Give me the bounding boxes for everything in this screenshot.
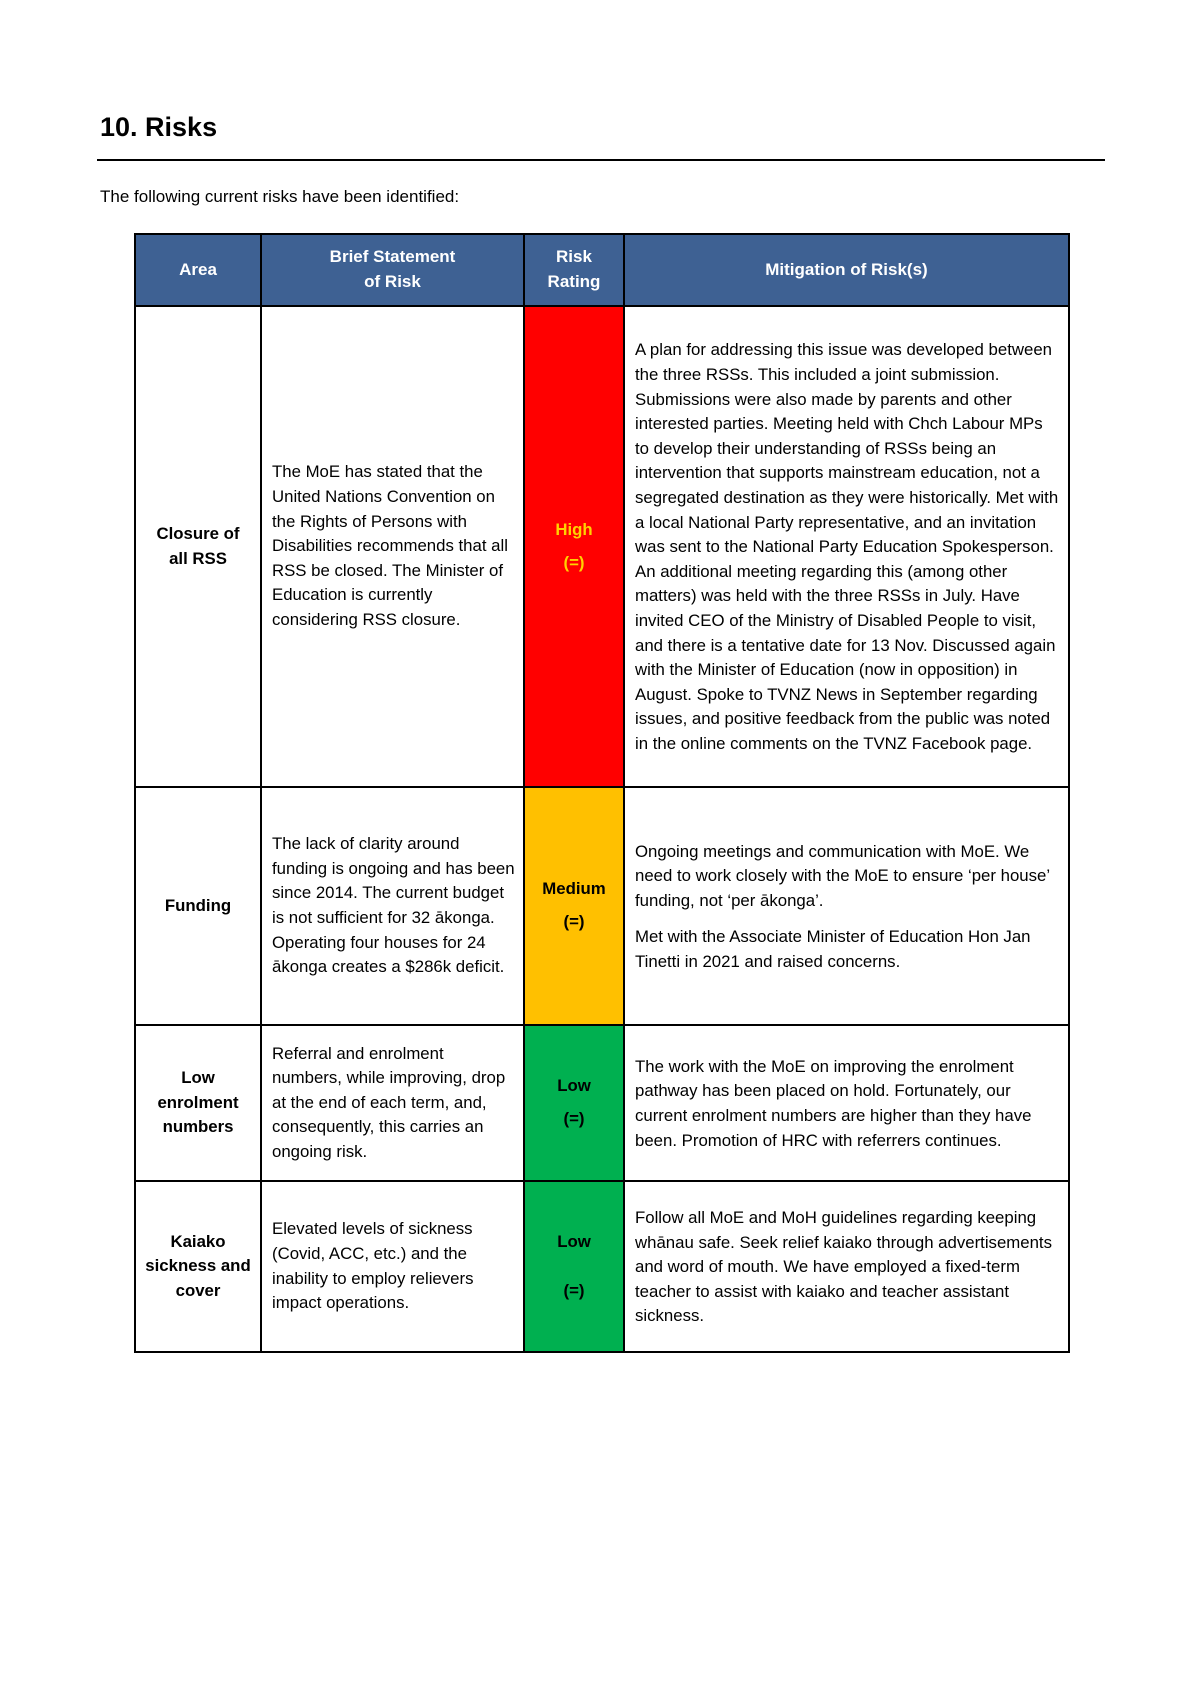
area-text-line1: Closure of (156, 523, 240, 543)
table-row (135, 306, 1069, 787)
mitigation-paragraph: The work with the MoE on improving the enrolment pathway has been placed on hold. Fortunately, our current enrolment numbers are higher than they have been. Promotion of HRC with referrers continues. (635, 1056, 1032, 1150)
table-row (135, 1025, 1069, 1181)
rating-label: Low (557, 1076, 591, 1096)
intro-text: The following current risks have been identified: (100, 187, 460, 206)
header-rating (524, 234, 624, 306)
section-heading: 10. Risks (100, 112, 218, 142)
rating-cell (524, 787, 624, 1025)
heading-divider (97, 159, 1105, 161)
header-mitigation: Mitigation of Risk(s) (624, 234, 1069, 306)
table-row (135, 1181, 1069, 1352)
rating-change: (=) (563, 1280, 585, 1300)
mitigation-cell (624, 787, 1069, 1025)
rating-label: High (555, 519, 593, 539)
header-rating-line1: Risk (556, 247, 592, 267)
rating-cell (524, 1181, 624, 1352)
area-text-line2: all RSS (169, 548, 227, 568)
rating-change: (=) (563, 912, 585, 931)
mitigation-cell (624, 306, 1069, 787)
statement-cell: Referral and enrolment numbers, while improving, drop at the end of each term, and, consequently, this carries an ongoing risk. (261, 1025, 524, 1181)
area-text-line1: Low (181, 1068, 215, 1088)
area-cell (135, 1025, 261, 1181)
rating-label: Low (557, 1231, 591, 1251)
header-statement (261, 234, 524, 306)
table-row (135, 787, 1069, 1025)
area-cell (135, 1181, 261, 1352)
mitigation-paragraph: A plan for addressing this issue was developed between the three RSSs. This included a joint submission. Submissions were also made by parents and other interested parties. Meeting held with Chch Labour MPs to develop their understanding of RSSs being an intervention that supports mainstream education, not a segregated destination as they were historically. Met with a local National Party representative, and an invitation was sent to the National Party Education Spokesperson. An additional meeting regarding this (among other matters) was held with the three RSSs in July. Have invited CEO of the Ministry of Disabled People to visit, and there is a tentative date for 13 Nov. Discussed again with the Minister of Education (now in opposition) in August. Spoke to TVNZ News in September regarding issues, and positive feedback from the public was noted in the online comments on the TVNZ Facebook page. (635, 340, 1059, 753)
header-rating-line2: Rating (547, 272, 601, 291)
area-text-line3: cover (175, 1280, 221, 1300)
mitigation-cell (624, 1181, 1069, 1352)
area-cell (135, 787, 261, 1025)
mitigation-paragraph: Follow all MoE and MoH guidelines regarding keeping whānau safe. Seek relief kaiako through advertisements and word of mouth. We have employed a fixed-term teacher to assist with kaiako and teacher assistant sickness. (635, 1208, 1052, 1326)
statement-cell: The lack of clarity around funding is ongoing and has been since 2014. The current budget is not sufficient for 32 ākonga. Operating four houses for 24 ākonga creates a $286k deficit. (261, 787, 524, 1025)
area-text-line2: sickness and (145, 1256, 251, 1276)
area-text-line1: Funding (164, 895, 232, 915)
risk-table (134, 233, 1070, 1353)
rating-cell (524, 306, 624, 787)
area-cell (135, 306, 261, 787)
statement-cell: The MoE has stated that the United Nations Convention on the Rights of Persons with Disabilities recommends that all RSS be closed. The Minister of Education is currently considering RSS closure. (261, 306, 524, 787)
rating-change: (=) (563, 1109, 585, 1128)
table-header-row (135, 234, 1069, 306)
statement-cell: Elevated levels of sickness (Covid, ACC, etc.) and the inability to employ relievers impact operations. (261, 1181, 524, 1352)
area-text-line2: enrolment (157, 1092, 239, 1112)
rating-change: (=) (563, 552, 585, 572)
mitigation-cell (624, 1025, 1069, 1181)
header-statement-line2: of Risk (364, 272, 421, 291)
header-statement-line1: Brief Statement (329, 247, 456, 267)
rating-cell (524, 1025, 624, 1181)
area-text-line1: Kaiako (170, 1231, 226, 1251)
rating-label: Medium (542, 879, 606, 899)
mitigation-paragraph: Ongoing meetings and communication with MoE. We need to work closely with the MoE to ensure ‘per house’ funding, not ‘per ākonga’. (635, 841, 1050, 910)
area-text-line3: numbers (162, 1117, 234, 1137)
header-area: Area (135, 234, 261, 306)
mitigation-paragraph: Met with the Associate Minister of Education Hon Jan Tinetti in 2021 and raised concerns. (635, 927, 1031, 971)
